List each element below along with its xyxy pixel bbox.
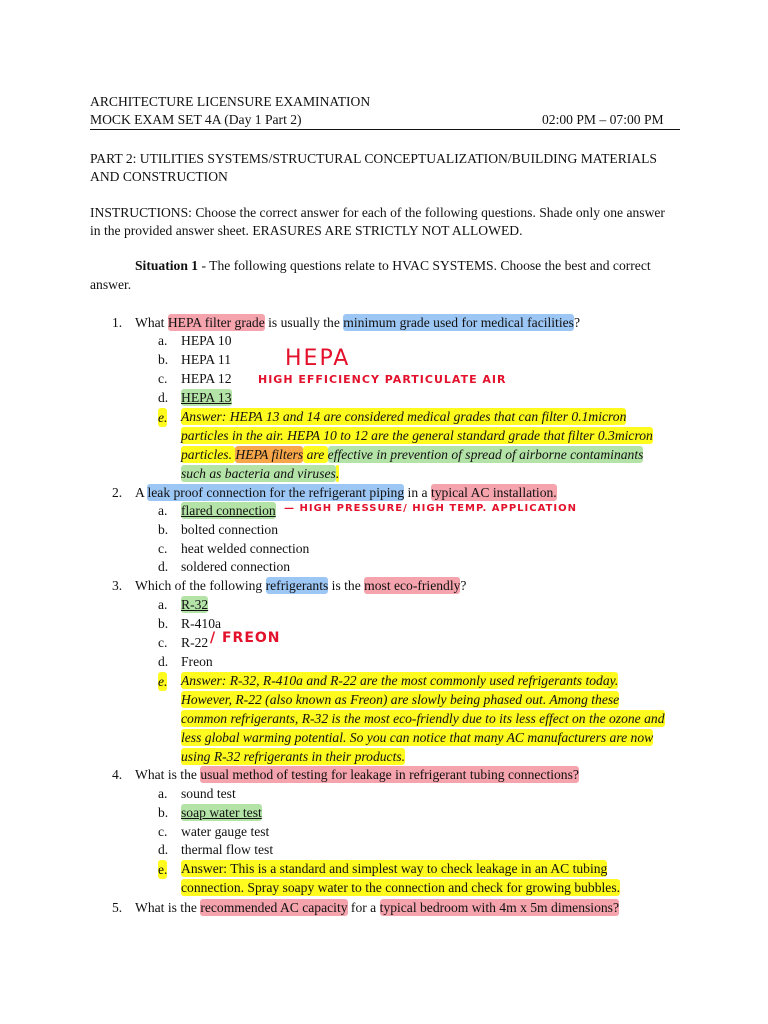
option-letter: a. [158,503,168,518]
question-3-stem: Which of the following refrigerants is the most eco-friendly? [135,578,467,593]
answer-line: using R-32 refrigerants in their products. [181,749,406,764]
highlight-orange: HEPA filters [235,447,304,462]
question-number: 4. [112,767,123,782]
situation-text: - The following questions relate to HVAC SYSTEMS. Choose the best and correct [198,258,651,273]
highlight-red: most eco-friendly [364,578,461,593]
option-letter: d. [158,654,169,669]
instructions-line1: INSTRUCTIONS: Choose the correct answer for each of the following questions. Shade only one answer [90,205,665,220]
option-text: HEPA 12 [181,371,232,386]
correct-option-text: flared connection [181,503,276,518]
question-number: 3. [112,578,123,593]
option-letter: a. [158,597,168,612]
part-heading-line1: PART 2: UTILITIES SYSTEMS/STRUCTURAL CONCEPTUALIZATION/BUILDING MATERIALS [90,151,657,166]
option-text: sound test [181,786,236,801]
situation-line1 [135,257,651,274]
answer-line: particles in the air. HEPA 10 to 12 are the general standard grade that filter 0.3micron [181,428,653,443]
option-letter: c. [158,824,168,839]
highlight-green: effective in prevention of spread of airborne contaminants [327,447,644,462]
answer-line: connection. Spray soapy water to the connection and check for growing bubbles. [181,880,621,895]
question-number: 5. [112,900,123,915]
handwritten-hepa-expansion: HIGH EFFICIENCY PARTICULATE AIR [258,373,507,386]
exam-time: 02:00 PM – 07:00 PM [542,112,664,127]
answer-letter: e. [158,410,168,425]
instructions-line2: in the provided answer sheet. ERASURES ARE STRICTLY NOT ALLOWED. [90,223,523,238]
question-1-stem: What HEPA filter grade is usually the minimum grade used for medical facilities? [135,315,580,330]
option-letter: b. [158,352,169,367]
option-letter: d. [158,559,169,574]
option-text: R-22 [181,635,209,650]
part-heading-line2: AND CONSTRUCTION [90,169,228,184]
handwritten-flared-note: — HIGH PRESSURE/ HIGH TEMP. APPLICATION [284,503,577,514]
answer-letter: e. [158,674,168,689]
situation-line2: answer. [90,277,132,292]
answer-line: particles. HEPA filters are effective in prevention of spread of airborne contaminants [181,447,644,462]
question-number: 1. [112,315,123,330]
highlight-red: typical AC installation. [430,485,557,500]
highlight-red: typical bedroom with 4m x 5m dimensions? [379,900,619,915]
option-letter: a. [158,786,168,801]
option-letter: b. [158,616,169,631]
option-text: water gauge test [181,824,270,839]
answer-line: such as bacteria and viruses. [181,466,340,481]
option-letter: d. [158,842,169,857]
option-letter: c. [158,541,168,556]
option-text: thermal flow test [181,842,274,857]
option-letter: c. [158,371,168,386]
correct-option-text: soap water test [181,805,262,820]
option-text: HEPA 11 [181,352,231,367]
answer-line: common refrigerants, R-32 is the most eco-friendly due to its less effect on the ozone and [181,711,665,726]
option-text: bolted connection [181,522,279,537]
exam-set: MOCK EXAM SET 4A (Day 1 Part 2) [90,112,302,127]
answer-line: Answer: HEPA 13 and 14 are considered medical grades that can filter 0.1micron [181,409,627,424]
option-text: HEPA 10 [181,333,232,348]
situation-label: Situation 1 [135,258,199,273]
highlight-blue: leak proof connection for the refrigerant piping [147,485,405,500]
question-2-stem: A leak proof connection for the refrigerant piping in a typical AC installation. [135,485,557,500]
option-text: heat welded connection [181,541,310,556]
option-letter: b. [158,805,169,820]
option-text: R-410a [181,616,222,631]
answer-line: Answer: R-32, R-410a and R-22 are the most commonly used refrigerants today. [181,673,619,688]
handwritten-freon-note: / FREON [210,630,281,646]
highlight-red: HEPA filter grade [167,315,265,330]
highlight-red: recommended AC capacity [200,900,348,915]
highlight-blue: minimum grade used for medical facilities [343,315,574,330]
handwritten-hepa-note: HEPA [285,346,351,371]
correct-option-text: HEPA 13 [181,390,232,405]
answer-letter: e. [158,862,168,877]
option-letter: c. [158,635,168,650]
option-letter: d. [158,390,169,405]
answer-line: less global warming potential. So you can notice that many AC manufacturers are now [181,730,654,745]
header-rule [90,129,680,130]
question-4-stem: What is the usual method of testing for leakage in refrigerant tubing connections? [135,767,579,782]
highlight-blue: refrigerants [265,578,329,593]
highlight-red: usual method of testing for leakage in refrigerant tubing connections? [200,767,579,782]
exam-title: ARCHITECTURE LICENSURE EXAMINATION [90,94,371,109]
correct-option-text: R-32 [181,597,209,612]
answer-line: However, R-22 (also known as Freon) are slowly being phased out. Among these [181,692,620,707]
option-letter: a. [158,333,168,348]
option-letter: b. [158,522,169,537]
option-text: soldered connection [181,559,291,574]
question-number: 2. [112,485,123,500]
answer-line: Answer: This is a standard and simplest way to check leakage in an AC tubing [181,861,608,876]
question-5-stem: What is the recommended AC capacity for a typical bedroom with 4m x 5m dimensions? [135,900,619,915]
option-text: Freon [181,654,213,669]
